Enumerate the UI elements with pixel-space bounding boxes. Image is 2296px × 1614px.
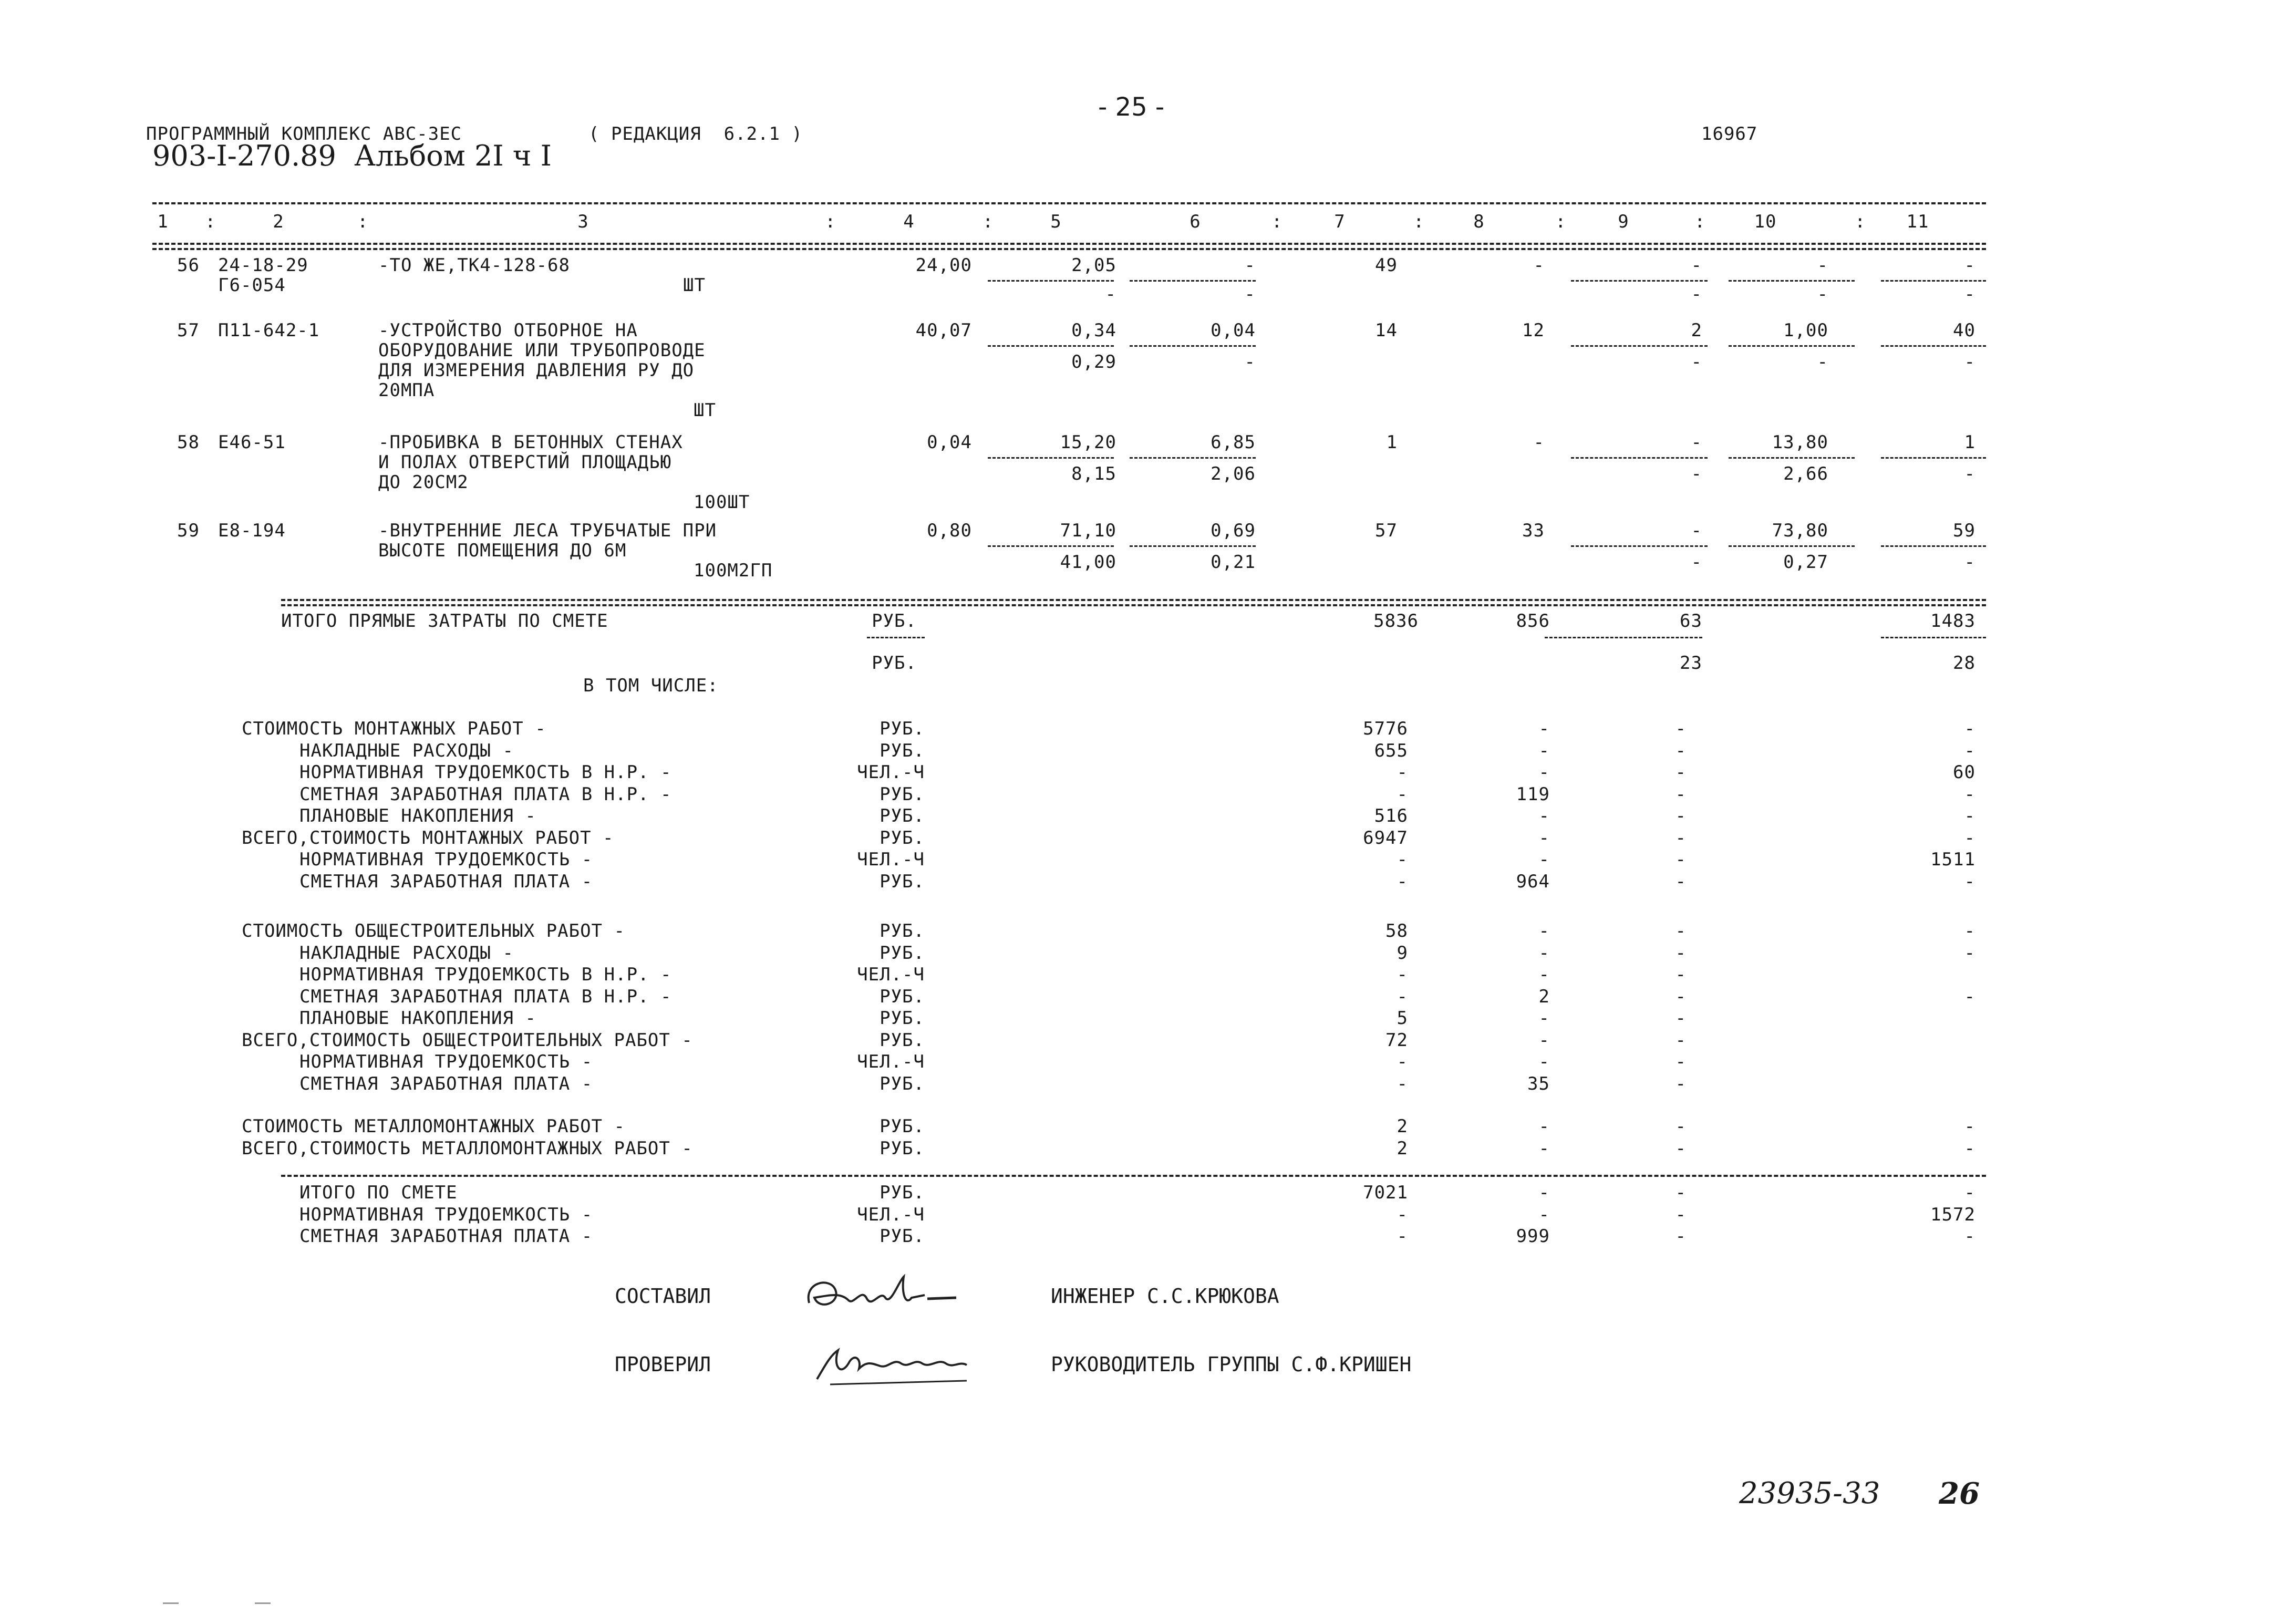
column-header: 9	[1618, 211, 1629, 232]
item-c11-sub: -	[1964, 552, 1976, 573]
item-number: 57	[177, 320, 200, 341]
cost-row-unit: РУБ.	[880, 1182, 925, 1203]
cost-row-unit: РУБ.	[880, 1226, 925, 1247]
cost-row-label: НАКЛАДНЫЕ РАСХОДЫ -	[299, 740, 514, 761]
cost-row-c7: -	[1397, 762, 1408, 783]
column-header: 3	[577, 211, 589, 232]
item-c5-divider	[988, 457, 1114, 459]
item-c9: -	[1691, 432, 1702, 453]
cost-row-unit: ЧЕЛ.-Ч	[857, 964, 925, 985]
item-c11-divider	[1881, 280, 1986, 282]
item-c6: 0,04	[1211, 320, 1256, 341]
item-c11: 59	[1953, 520, 1976, 541]
cost-row-unit: РУБ.	[880, 1029, 925, 1051]
cost-row-c8: -	[1538, 1029, 1550, 1051]
item-c9-sub: -	[1691, 351, 1702, 373]
cost-row-label: СМЕТНАЯ ЗАРАБОТНАЯ ПЛАТА В Н.Р. -	[299, 783, 672, 805]
item-c8: 33	[1522, 520, 1545, 541]
cost-row-label: НОРМАТИВНАЯ ТРУДОЕМКОСТЬ В Н.Р. -	[299, 762, 672, 783]
cost-row-label: СМЕТНАЯ ЗАРАБОТНАЯ ПЛАТА -	[299, 1073, 593, 1094]
compiled-signature-image	[799, 1266, 977, 1324]
cost-row-c11: -	[1964, 986, 1976, 1007]
cost-row-c11: -	[1964, 871, 1976, 892]
item-c6: -	[1244, 255, 1256, 276]
cost-row-c8: -	[1538, 827, 1550, 849]
direct-costs-label: ИТОГО ПРЯМЫЕ ЗАТРАТЫ ПО СМЕТЕ	[281, 611, 608, 632]
cost-row-c11: -	[1964, 1182, 1976, 1203]
item-description-line: ДЛЯ ИЗМЕРЕНИЯ ДАВЛЕНИЯ РУ ДО	[378, 360, 695, 381]
direct-costs-c7: 5836	[1373, 611, 1419, 632]
item-c9-divider	[1571, 457, 1708, 459]
cost-row-label: ИТОГО ПО СМЕТЕ	[299, 1182, 458, 1203]
cost-row-unit: РУБ.	[880, 740, 925, 761]
column-header: 2	[273, 211, 284, 232]
cost-row-label: НОРМАТИВНАЯ ТРУДОЕМКОСТЬ В Н.Р. -	[299, 964, 672, 985]
item-c6-divider	[1130, 345, 1256, 347]
column-header: 6	[1190, 211, 1201, 232]
cost-row-c11: -	[1964, 827, 1976, 849]
cost-row-c7: 7021	[1363, 1182, 1408, 1203]
header-rule	[152, 243, 1986, 245]
cost-row-c7: -	[1397, 849, 1408, 870]
cost-row-label: СТОИМОСТЬ МОНТАЖНЫХ РАБОТ -	[242, 718, 546, 739]
item-c5-divider	[988, 545, 1114, 547]
item-c8: 12	[1522, 320, 1545, 341]
item-c11-divider	[1881, 545, 1986, 547]
column-separator: :	[1413, 211, 1425, 232]
item-number: 56	[177, 255, 200, 276]
cost-row-unit: ЧЕЛ.-Ч	[857, 849, 925, 870]
item-c10-divider	[1729, 545, 1855, 547]
doc-code: 16967	[1701, 123, 1758, 144]
cost-row-c7: 6947	[1363, 827, 1408, 849]
cost-row-c8: 999	[1516, 1226, 1550, 1247]
item-c6-sub: 0,21	[1211, 552, 1256, 573]
item-description-line: И ПОЛАХ ОТВЕРСТИЙ ПЛОЩАДЬЮ	[378, 452, 672, 473]
cost-row-c9: -	[1675, 740, 1687, 761]
item-c8: -	[1533, 255, 1545, 276]
item-c6: 6,85	[1211, 432, 1256, 453]
item-c6-sub: -	[1244, 284, 1256, 305]
cost-row-unit: РУБ.	[880, 1008, 925, 1029]
items-end-rule	[281, 599, 1986, 601]
item-c5: 71,10	[1060, 520, 1116, 541]
cost-row-c9: -	[1675, 1226, 1687, 1247]
item-c11-divider	[1881, 457, 1986, 459]
item-c10: -	[1817, 255, 1828, 276]
cost-row-c7: 516	[1374, 805, 1408, 826]
direct-costs-c11b: 28	[1953, 653, 1976, 674]
direct-costs-c8: 856	[1516, 611, 1550, 632]
direct-costs-unit: РУБ.	[872, 611, 917, 632]
direct-unit-divider	[867, 637, 925, 638]
item-c10-divider	[1729, 457, 1855, 459]
column-header: 10	[1754, 211, 1777, 232]
items-end-rule-2	[281, 604, 1986, 606]
cost-row-c9: -	[1675, 1204, 1687, 1225]
item-c5-divider	[988, 345, 1114, 347]
cost-row-c9: -	[1675, 1073, 1687, 1094]
cost-row-unit: РУБ.	[880, 1116, 925, 1137]
cost-row-c11: -	[1964, 1137, 1976, 1159]
item-code: 24-18-29	[218, 255, 308, 276]
edition: ( РЕДАКЦИЯ 6.2.1 )	[588, 123, 803, 144]
cost-row-c9: -	[1675, 1008, 1687, 1029]
item-c4: 24,00	[915, 255, 972, 276]
item-c11: 40	[1953, 320, 1976, 341]
item-number: 59	[177, 520, 200, 541]
cost-row-c8: -	[1538, 762, 1550, 783]
cost-row-label: ВСЕГО,СТОИМОСТЬ ОБЩЕСТРОИТЕЛЬНЫХ РАБОТ -	[242, 1029, 693, 1051]
item-c9-divider	[1571, 345, 1708, 347]
cost-row-c11: 1572	[1930, 1204, 1976, 1225]
cost-row-c8: -	[1538, 942, 1550, 964]
item-c10: 1,00	[1783, 320, 1828, 341]
cost-row-c9: -	[1675, 964, 1687, 985]
direct-costs-unit-2: РУБ.	[872, 653, 917, 674]
cost-row-unit: РУБ.	[880, 871, 925, 892]
cost-row-c8: -	[1538, 1051, 1550, 1072]
item-unit: ШТ	[683, 275, 706, 296]
scan-mark	[163, 1602, 179, 1604]
item-c6-divider	[1130, 457, 1256, 459]
item-description-line: 20МПА	[378, 380, 435, 401]
direct-costs-c9b: 23	[1680, 653, 1702, 674]
cost-row-c7: 58	[1385, 920, 1408, 942]
item-number: 58	[177, 432, 200, 453]
column-header: 11	[1906, 211, 1929, 232]
cost-row-unit: РУБ.	[880, 805, 925, 826]
checked-signature-image	[809, 1334, 988, 1392]
item-c10-sub: 0,27	[1783, 552, 1828, 573]
column-header: 4	[903, 211, 915, 232]
cost-row-c11: 1511	[1930, 849, 1976, 870]
item-description-line: -ПРОБИВКА В БЕТОННЫХ СТЕНАХ	[378, 432, 683, 453]
cost-row-c8: -	[1538, 740, 1550, 761]
item-c5-divider	[988, 280, 1114, 282]
cost-row-c8: -	[1538, 1116, 1550, 1137]
item-c7: 49	[1375, 255, 1398, 276]
cost-row-c11: -	[1964, 920, 1976, 942]
item-c6-sub: 2,06	[1211, 463, 1256, 484]
cost-row-c11: -	[1964, 740, 1976, 761]
cost-row-unit: РУБ.	[880, 942, 925, 964]
column-separator: :	[982, 211, 994, 232]
cost-row-unit: РУБ.	[880, 1073, 925, 1094]
column-header: 5	[1050, 211, 1062, 232]
item-description-line: -ТО ЖЕ,ТК4-128-68	[378, 255, 570, 276]
cost-row-c11: -	[1964, 942, 1976, 964]
direct-costs-c11: 1483	[1930, 611, 1976, 632]
item-c5-sub: -	[1105, 284, 1116, 305]
cost-row-c11: -	[1964, 718, 1976, 739]
item-c10-sub: -	[1817, 351, 1828, 373]
item-c9: -	[1691, 520, 1702, 541]
cost-row-c8: -	[1538, 1137, 1550, 1159]
cost-row-label: ВСЕГО,СТОИМОСТЬ МЕТАЛЛОМОНТАЖНЫХ РАБОТ -	[242, 1137, 693, 1159]
item-unit: 100М2ГП	[694, 560, 773, 581]
cost-row-c9: -	[1675, 827, 1687, 849]
cost-row-c8: 964	[1516, 871, 1550, 892]
item-c11-sub: -	[1964, 284, 1976, 305]
cost-row-c8: -	[1538, 718, 1550, 739]
item-c4: 0,80	[927, 520, 972, 541]
item-c7: 1	[1386, 432, 1398, 453]
item-code-2: Г6-054	[218, 275, 286, 296]
item-c9-sub: -	[1691, 552, 1702, 573]
item-c5-sub: 8,15	[1071, 463, 1116, 484]
column-separator: :	[825, 211, 836, 232]
cost-row-c11: 60	[1953, 762, 1976, 783]
column-separator: :	[1555, 211, 1567, 232]
cost-row-c9: -	[1675, 1182, 1687, 1203]
column-separator: :	[1694, 211, 1706, 232]
footer-code: 23935-33	[1739, 1476, 1880, 1510]
item-c10-sub: -	[1817, 284, 1828, 305]
direct-c9-divider	[1545, 637, 1702, 638]
cost-row-c7: -	[1397, 1226, 1408, 1247]
column-separator: :	[1271, 211, 1283, 232]
item-c11: 1	[1964, 432, 1976, 453]
footer-page: 26	[1939, 1476, 1980, 1511]
item-c10: 13,80	[1772, 432, 1828, 453]
cost-row-c9: -	[1675, 986, 1687, 1007]
cost-row-c11: -	[1964, 783, 1976, 805]
cost-row-c9: -	[1675, 805, 1687, 826]
cost-row-c8: -	[1538, 1008, 1550, 1029]
cost-row-c8: -	[1538, 805, 1550, 826]
cost-row-unit: РУБ.	[880, 718, 925, 739]
column-header: 8	[1473, 211, 1485, 232]
cost-row-c9: -	[1675, 1116, 1687, 1137]
direct-costs-c9: 63	[1680, 611, 1702, 632]
item-c9-divider	[1571, 280, 1708, 282]
cost-row-c11: -	[1964, 1226, 1976, 1247]
cost-row-unit: РУБ.	[880, 986, 925, 1007]
item-c11-divider	[1881, 345, 1986, 347]
item-c6-divider	[1130, 545, 1256, 547]
cost-row-label: ПЛАНОВЫЕ НАКОПЛЕНИЯ -	[299, 805, 536, 826]
cost-row-c7: 5	[1397, 1008, 1408, 1029]
item-c9: 2	[1691, 320, 1702, 341]
cost-row-unit: РУБ.	[880, 920, 925, 942]
cost-row-label: СМЕТНАЯ ЗАРАБОТНАЯ ПЛАТА В Н.Р. -	[299, 986, 672, 1007]
item-c10: 73,80	[1772, 520, 1828, 541]
compiled-by: ИНЖЕНЕР С.С.КРЮКОВА	[1051, 1285, 1279, 1308]
item-c10-divider	[1729, 280, 1855, 282]
cost-row-unit: ЧЕЛ.-Ч	[857, 1204, 925, 1225]
cost-row-c7: 2	[1397, 1137, 1408, 1159]
item-c11-sub: -	[1964, 463, 1976, 484]
cost-row-c9: -	[1675, 783, 1687, 805]
cost-row-c9: -	[1675, 1137, 1687, 1159]
cost-row-unit: ЧЕЛ.-Ч	[857, 1051, 925, 1072]
item-code: Е8-194	[218, 520, 286, 541]
compiled-label: СОСТАВИЛ	[615, 1285, 711, 1308]
table-top-rule	[152, 202, 1986, 204]
column-header: 7	[1334, 211, 1346, 232]
column-separator: :	[357, 211, 369, 232]
cost-row-label: НОРМАТИВНАЯ ТРУДОЕМКОСТЬ -	[299, 849, 593, 870]
cost-row-c9: -	[1675, 871, 1687, 892]
item-description-line: ОБОРУДОВАНИЕ ИЛИ ТРУБОПРОВОДЕ	[378, 340, 706, 361]
item-c8: -	[1533, 432, 1545, 453]
cost-row-c8: -	[1538, 849, 1550, 870]
item-c4: 0,04	[927, 432, 972, 453]
item-description-line: -ВНУТРЕННИЕ ЛЕСА ТРУБЧАТЫЕ ПРИ	[378, 520, 717, 541]
cost-row-c7: -	[1397, 1204, 1408, 1225]
cost-row-c7: 5776	[1363, 718, 1408, 739]
item-description-line: ВЫСОТЕ ПОМЕЩЕНИЯ ДО 6М	[378, 540, 627, 561]
page-number: - 25 -	[1098, 92, 1165, 122]
cost-row-unit: ЧЕЛ.-Ч	[857, 762, 925, 783]
including-label: В ТОМ ЧИСЛЕ:	[583, 675, 719, 696]
cost-row-label: НАКЛАДНЫЕ РАСХОДЫ -	[299, 942, 514, 964]
item-c5: 2,05	[1071, 255, 1116, 276]
cost-row-c7: 72	[1385, 1029, 1408, 1051]
final-total-rule	[281, 1175, 1986, 1177]
item-c10-sub: 2,66	[1783, 463, 1828, 484]
item-code: Е46-51	[218, 432, 286, 453]
cost-row-label: СМЕТНАЯ ЗАРАБОТНАЯ ПЛАТА -	[299, 1226, 593, 1247]
column-header: 1	[157, 211, 169, 232]
cost-row-c7: 2	[1397, 1116, 1408, 1137]
item-c10-divider	[1729, 345, 1855, 347]
cost-row-label: ВСЕГО,СТОИМОСТЬ МОНТАЖНЫХ РАБОТ -	[242, 827, 614, 849]
cost-row-c7: -	[1397, 1073, 1408, 1094]
item-c5-sub: 41,00	[1060, 552, 1116, 573]
cost-row-label: СТОИМОСТЬ МЕТАЛЛОМОНТАЖНЫХ РАБОТ -	[242, 1116, 625, 1137]
item-unit: 100ШТ	[694, 492, 750, 513]
item-c5: 0,34	[1071, 320, 1116, 341]
item-code: П11-642-1	[218, 320, 320, 341]
item-description-line: -УСТРОЙСТВО ОТБОРНОЕ НА	[378, 320, 638, 341]
cost-row-unit: РУБ.	[880, 827, 925, 849]
checked-label: ПРОВЕРИЛ	[615, 1353, 711, 1376]
cost-row-c9: -	[1675, 762, 1687, 783]
cost-row-c8: 2	[1538, 986, 1550, 1007]
album-reference: 903-I-270.89 Альбом 2I ч I	[152, 139, 552, 172]
cost-row-unit: РУБ.	[880, 1137, 925, 1159]
cost-row-c7: -	[1397, 783, 1408, 805]
cost-row-c11: -	[1964, 1116, 1976, 1137]
cost-row-label: СМЕТНАЯ ЗАРАБОТНАЯ ПЛАТА -	[299, 871, 593, 892]
cost-row-c9: -	[1675, 718, 1687, 739]
item-c9-sub: -	[1691, 463, 1702, 484]
item-c11: -	[1964, 255, 1976, 276]
cost-row-c8: -	[1538, 920, 1550, 942]
item-c9-divider	[1571, 545, 1708, 547]
scan-mark	[255, 1602, 271, 1604]
program-line: ПРОГРАММНЫЙ КОМПЛЕКС АВС-3ЕС	[146, 123, 462, 144]
cost-row-c9: -	[1675, 920, 1687, 942]
cost-row-c7: -	[1397, 1051, 1408, 1072]
column-separator: :	[205, 211, 216, 232]
cost-row-c8: -	[1538, 964, 1550, 985]
direct-c11-divider	[1881, 637, 1986, 638]
cost-row-c7: -	[1397, 986, 1408, 1007]
cost-row-c9: -	[1675, 1051, 1687, 1072]
item-unit: ШТ	[694, 400, 716, 421]
item-c5-sub: 0,29	[1071, 351, 1116, 373]
cost-row-c8: 119	[1516, 783, 1550, 805]
cost-row-c9: -	[1675, 942, 1687, 964]
item-c9: -	[1691, 255, 1702, 276]
column-separator: :	[1855, 211, 1866, 232]
item-c11-sub: -	[1964, 351, 1976, 373]
cost-row-label: НОРМАТИВНАЯ ТРУДОЕМКОСТЬ -	[299, 1204, 593, 1225]
cost-row-unit: РУБ.	[880, 783, 925, 805]
cost-row-label: ПЛАНОВЫЕ НАКОПЛЕНИЯ -	[299, 1008, 536, 1029]
item-c5: 15,20	[1060, 432, 1116, 453]
item-c6-sub: -	[1244, 351, 1256, 373]
item-c6: 0,69	[1211, 520, 1256, 541]
item-c9-sub: -	[1691, 284, 1702, 305]
checked-by: РУКОВОДИТЕЛЬ ГРУППЫ С.Ф.КРИШЕН	[1051, 1353, 1412, 1376]
cost-row-label: СТОИМОСТЬ ОБЩЕСТРОИТЕЛЬНЫХ РАБОТ -	[242, 920, 625, 942]
item-c7: 14	[1375, 320, 1398, 341]
item-description-line: ДО 20СМ2	[378, 472, 469, 493]
cost-row-c7: 655	[1374, 740, 1408, 761]
item-c7: 57	[1375, 520, 1398, 541]
cost-row-c7: 9	[1397, 942, 1408, 964]
cost-row-c7: -	[1397, 871, 1408, 892]
cost-row-label: НОРМАТИВНАЯ ТРУДОЕМКОСТЬ -	[299, 1051, 593, 1072]
cost-row-c9: -	[1675, 1029, 1687, 1051]
cost-row-c8: -	[1538, 1182, 1550, 1203]
item-c4: 40,07	[915, 320, 972, 341]
item-c6-divider	[1130, 280, 1256, 282]
cost-row-c8: -	[1538, 1204, 1550, 1225]
cost-row-c8: 35	[1527, 1073, 1550, 1094]
cost-row-c11: -	[1964, 805, 1976, 826]
cost-row-c9: -	[1675, 849, 1687, 870]
header-rule-2	[152, 248, 1986, 250]
cost-row-c7: -	[1397, 964, 1408, 985]
